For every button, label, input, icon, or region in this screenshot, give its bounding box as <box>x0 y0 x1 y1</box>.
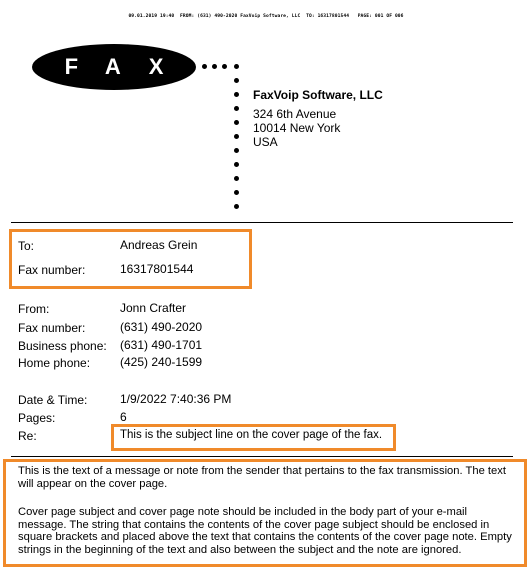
company-name: FaxVoip Software, LLC <box>253 88 383 102</box>
fax-logo <box>32 44 196 90</box>
decorative-dot <box>234 92 239 97</box>
re-label: Re: <box>18 429 37 443</box>
decorative-dot <box>234 190 239 195</box>
home-phone-value: (425) 240-1599 <box>120 355 203 369</box>
home-phone-label: Home phone: <box>18 356 91 370</box>
note-paragraph: Cover page subject and cover page note should be included in the body part of your e-mail message. The string that contains the contents of the cover page subject should be enclosed in square brackets and placed above the text that contains the contents of the cover page note. Empty strings in the beginning of the text and also between the subject and the note are ignored. <box>18 506 512 556</box>
decorative-dot <box>234 120 239 125</box>
decorative-dot <box>234 106 239 111</box>
from-value: Jonn Crafter <box>120 301 187 315</box>
business-phone-value: (631) 490-1701 <box>120 338 203 352</box>
business-phone-label: Business phone: <box>18 339 107 353</box>
divider <box>11 222 513 223</box>
subject-value: This is the subject line on the cover page of the fax. <box>120 429 383 441</box>
decorative-dot <box>234 162 239 167</box>
date-time-value: 1/9/2022 7:40:36 PM <box>120 392 232 406</box>
sender-fax-label: Fax number: <box>18 321 86 335</box>
fax-header-line: 09.01.2019 19:40 FROM: (631) 490-2020 FaxVoip Software, LLC TO: 16317801544 PAGE: 001 OF 006 <box>128 14 404 19</box>
decorative-dot <box>234 78 239 83</box>
company-address-line: USA <box>253 135 278 149</box>
to-value: Andreas Grein <box>120 238 198 252</box>
decorative-dot <box>234 64 239 69</box>
decorative-dot <box>222 64 227 69</box>
fax-number-label: Fax number: <box>18 263 86 277</box>
decorative-dot <box>234 134 239 139</box>
company-address-line: 324 6th Avenue <box>253 107 337 121</box>
fax-number-value: 16317801544 <box>120 262 194 276</box>
company-address-line: 10014 New York <box>253 121 341 135</box>
fax-logo-text: FAX <box>64 54 192 79</box>
from-label: From: <box>18 302 50 316</box>
date-time-label: Date & Time: <box>18 393 88 407</box>
decorative-dot <box>234 204 239 209</box>
decorative-dot <box>234 176 239 181</box>
decorative-dot <box>234 148 239 153</box>
pages-label: Pages: <box>18 411 56 425</box>
divider <box>11 456 513 457</box>
to-label: To: <box>18 239 35 253</box>
sender-fax-value: (631) 490-2020 <box>120 320 203 334</box>
pages-value: 6 <box>120 410 127 424</box>
decorative-dot <box>202 64 207 69</box>
decorative-dot <box>212 64 217 69</box>
note-paragraph: This is the text of a message or note from the sender that pertains to the fax transmission. The text will appear on the cover page. <box>18 465 506 490</box>
